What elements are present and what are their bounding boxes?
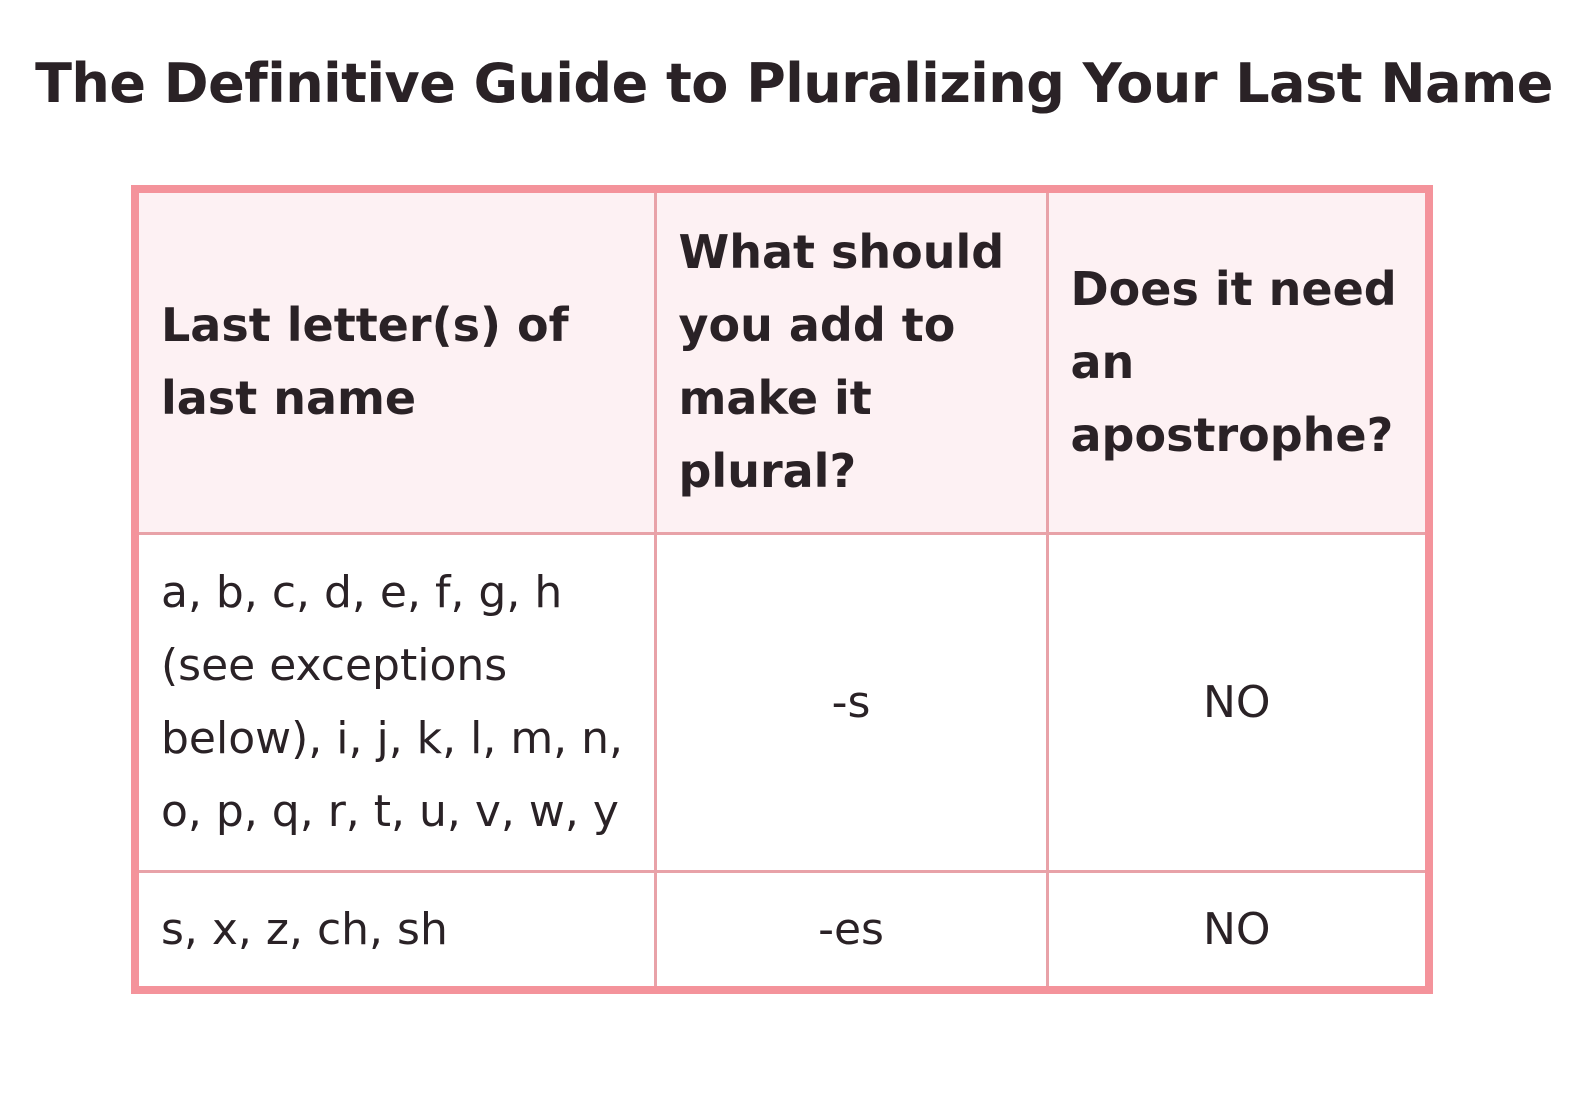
header-apostrophe: Does it need an apostrophe? (1047, 193, 1425, 533)
pluralization-table (131, 185, 1433, 994)
page-title: The Definitive Guide to Pluralizing Your Last Name (35, 52, 1553, 115)
table-header-row (139, 193, 1425, 533)
header-what-to-add: What should you add to make it plural? (655, 193, 1047, 533)
table-row (139, 871, 1425, 986)
cell-last-letters: s, x, z, ch, sh (139, 871, 655, 986)
header-last-letters: Last letter(s) of last name (139, 193, 655, 533)
cell-last-letters: a, b, c, d, e, f, g, h (see exceptions below), i, j, k, l, m, n, o, p, q, r, t, u, v, w, y (139, 533, 655, 871)
table-row (139, 533, 1425, 871)
cell-apostrophe: NO (1047, 533, 1425, 871)
pluralization-grid (139, 193, 1425, 986)
cell-what-to-add: -es (655, 871, 1047, 986)
cell-what-to-add: -s (655, 533, 1047, 871)
cell-apostrophe: NO (1047, 871, 1425, 986)
